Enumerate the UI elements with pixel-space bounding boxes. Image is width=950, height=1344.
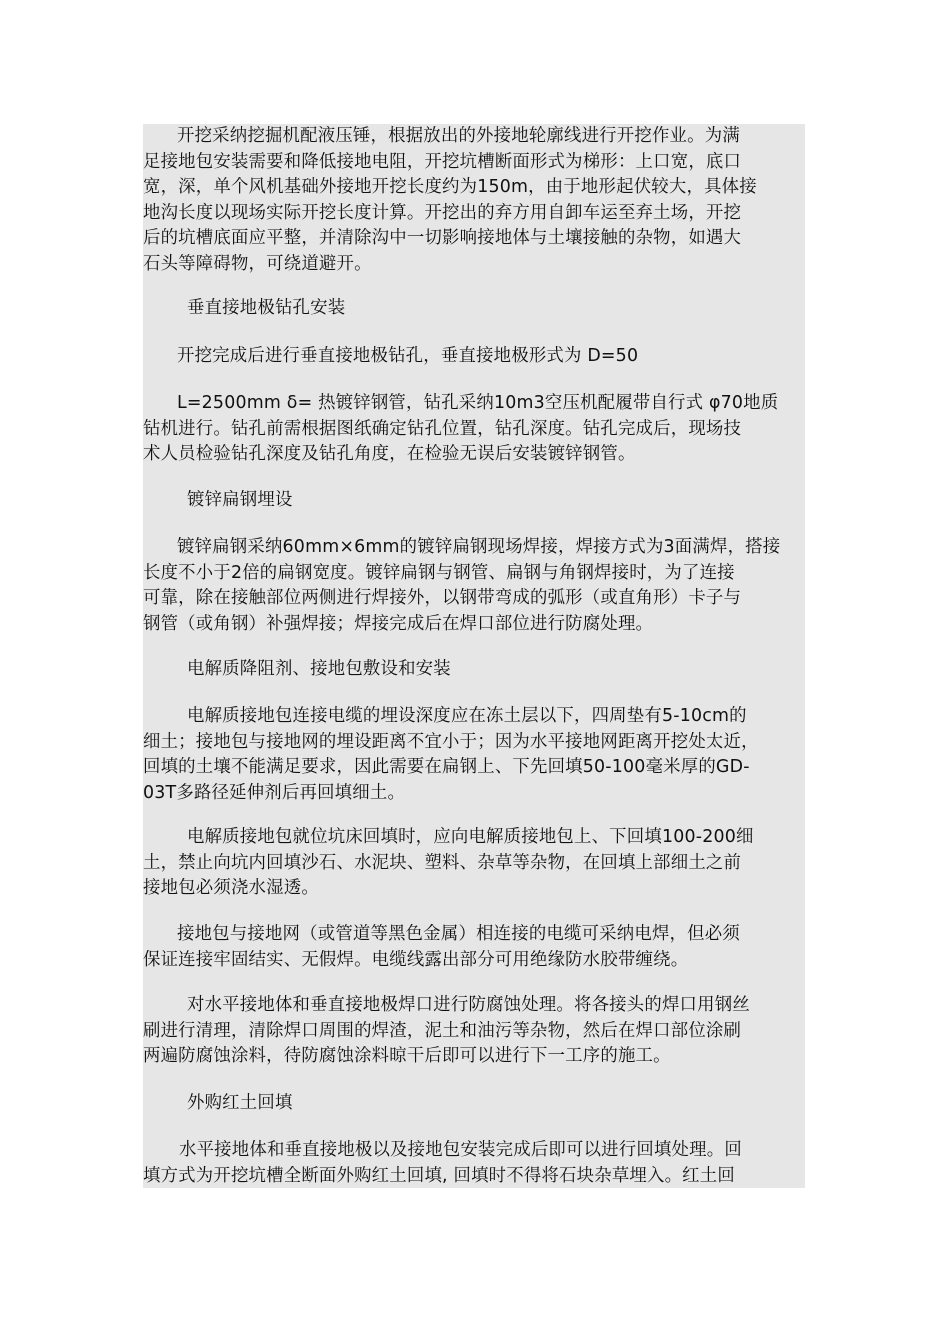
paragraph-red-soil (143, 1138, 805, 1188)
text-line: 两遍防腐蚀涂料，待防腐蚀涂料晾干后即可以进行下一工序的施工。 (143, 1046, 671, 1066)
text-line: 电解质接地包连接电缆的埋设深度应在冻土层以下，四周垫有5-10cm的 (187, 706, 747, 726)
text-line: L=2500mm δ= 热镀锌钢管，钻孔采纳10m3空压机配履带自行式 φ70地质 (177, 393, 779, 413)
text-line: 地沟长度以现场实际开挖长度计算。开挖出的弃方用自卸车运至弃土场，开挖 (143, 202, 742, 223)
text-line: 开挖完成后进行垂直接地极钻孔，垂直接地极形式为 D=50 (177, 346, 639, 366)
section-heading-vertical-electrode: 垂直接地极钻孔安装 (187, 298, 346, 318)
text-line: 细土；接地包与接地网的埋设距离不宜小于；因为水平接地网距离开挖处太近， (143, 731, 759, 752)
text-line: 石头等障碍物，可绕道避开。 (143, 253, 372, 274)
text-line: 长度不小于2倍的扁钢宽度。镀锌扁钢与钢管、扁钢与角钢焊接时，为了连接 (143, 562, 735, 583)
text-line: 刷进行清理，清除焊口周围的焊渣，泥土和油污等杂物，然后在焊口部位涂刷 (143, 1020, 742, 1041)
paragraph-excavation (143, 124, 805, 277)
paragraph-electrolyte-backfill (143, 825, 805, 902)
text-line: 足接地包安装需要和降低接地电阻，开挖坑槽断面形式为梯形：上口宽，底口 (143, 151, 742, 172)
paragraph-anticorrosion (143, 993, 805, 1070)
text-line: 术人员检验钻孔深度及钻孔角度，在检验无误后安装镀锌钢管。 (143, 444, 636, 464)
text-line: 土，禁止向坑内回填沙石、水泥块、塑料、杂草等杂物，在回填上部细土之前 (143, 852, 742, 873)
text-line: 宽，深，单个风机基础外接地开挖长度约为150m，由于地形起伏较大，具体接 (143, 177, 757, 197)
text-line: 钻机进行。钻孔前需根据图纸确定钻孔位置，钻孔深度。钻孔完成后，现场技 (143, 418, 742, 439)
text-line: 电解质接地包就位坑床回填时，应向电解质接地包上、下回填100-200细 (187, 827, 754, 847)
text-line: 03T多路径延伸剂后再回填细土。 (143, 782, 406, 803)
section-heading-red-soil: 外购红土回填 (187, 1093, 293, 1113)
text-line: 开挖采纳挖掘机配液压锤，根据放出的外接地轮廓线进行开挖作业。为满 (177, 126, 740, 146)
text-line: 保证连接牢固结实、无假焊。电缆线露出部分可用绝缘防水胶带缠绕。 (143, 949, 689, 970)
text-line: 水平接地体和垂直接地极以及接地包安装完成后即可以进行回填处理。回 (179, 1140, 742, 1160)
text-line: 镀锌扁钢采纳60mm×6mm的镀锌扁钢现场焊接，焊接方式为3面满焊，搭接 (177, 537, 781, 557)
text-line: 钢管（或角钢）补强焊接；焊接完成后在焊口部位进行防腐处理。 (143, 613, 654, 634)
text-line: 可靠，除在接触部位两侧进行焊接外，以钢带弯成的弧形（或直角形）卡子与 (143, 588, 742, 608)
text-line: 填方式为开挖坑槽全断面外购红土回填, 回填时不得将石块杂草埋入。红土回 (143, 1165, 735, 1186)
section-heading-electrolyte: 电解质降阻剂、接地包敷设和安装 (187, 659, 451, 679)
text-line: 对水平接地体和垂直接地极焊口进行防腐蚀处理。将各接头的焊口用钢丝 (187, 995, 750, 1015)
paragraph-electrolyte-depth (143, 704, 805, 806)
text-line: 回填的土壤不能满足要求，因此需要在扁钢上、下先回填50-100毫米厚的GD- (143, 757, 750, 777)
paragraph-flat-steel (143, 535, 805, 637)
text-line: 后的坑槽底面应平整，并清除沟中一切影响接地体与土壤接触的杂物，如遇大 (143, 228, 742, 248)
paragraph-drilling-intro (143, 344, 805, 370)
section-heading-flat-steel: 镀锌扁钢埋设 (187, 490, 293, 510)
document-page (143, 124, 805, 1188)
text-line: 接地包必须浇水湿透。 (143, 878, 319, 898)
text-line: 接地包与接地网（或管道等黑色金属）相连接的电缆可采纳电焊，但必须 (177, 924, 740, 944)
paragraph-cable-welding (143, 922, 805, 973)
paragraph-drilling (143, 391, 805, 468)
